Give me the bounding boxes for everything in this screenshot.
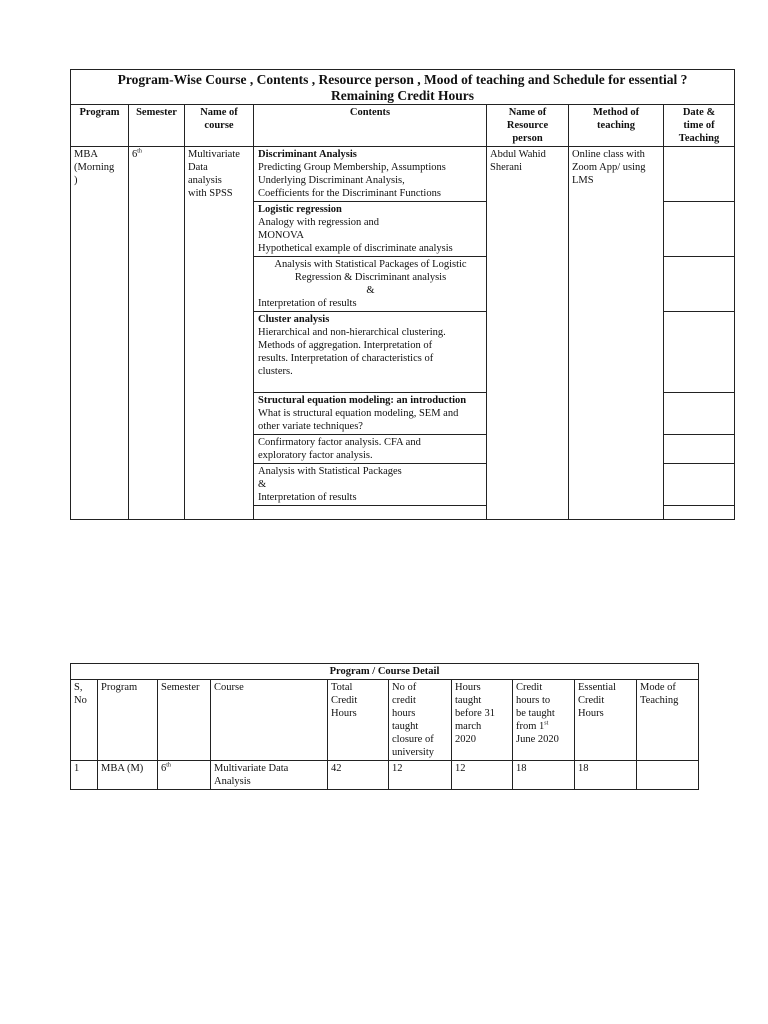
- content-cluster-analysis: Cluster analysis Hierarchical and non-hierarchical clustering. Methods of aggregation. Interpretation of results. Interpretation of characteristics of clusters.: [254, 312, 487, 393]
- header-mode-of-teaching: Mode of Teaching: [637, 680, 699, 761]
- table-row: [71, 761, 699, 790]
- header-semester: Semester: [158, 680, 211, 761]
- date-cell: [664, 464, 735, 506]
- content-empty-cell: [254, 506, 487, 520]
- header-hours-taught-before: Hours taught before 31 march 2020: [452, 680, 513, 761]
- content-statistical-packages: Analysis with Statistical Packages & Interpretation of results: [254, 464, 487, 506]
- date-cell: [664, 147, 735, 202]
- course-detail-title: Program / Course Detail: [71, 664, 699, 680]
- content-confirmatory-factor-analysis: Confirmatory factor analysis. CFA and exploratory factor analysis.: [254, 435, 487, 464]
- title-line-2: Remaining Credit Hours: [331, 88, 475, 103]
- date-cell: [664, 393, 735, 435]
- header-sno: S, No: [71, 680, 98, 761]
- header-course: Course: [211, 680, 328, 761]
- schedule-table: [70, 69, 735, 520]
- cell-hours-taught-before: 12: [452, 761, 513, 790]
- content-statistical-packages-logistic: Analysis with Statistical Packages of Logistic Regression & Discriminant analysis & Interpretation of results: [254, 257, 487, 312]
- title-line-1: Program-Wise Course , Contents , Resource person , Mood of teaching and Schedule for essential ?: [117, 72, 688, 87]
- header-row: [71, 105, 735, 147]
- header-resource: Name of Resource person: [487, 105, 569, 147]
- program-cell: MBA (Morning ): [71, 147, 129, 520]
- content-structural-equation-modeling: Structural equation modeling: an introduction What is structural equation modeling, SEM and other variate techniques?: [254, 393, 487, 435]
- schedule-title: [71, 70, 735, 105]
- cell-sno: 1: [71, 761, 98, 790]
- date-cell: [664, 312, 735, 393]
- content-discriminant-analysis: Discriminant Analysis Predicting Group Membership, Assumptions Underlying Discriminant Analysis, Coefficients for the Discriminant Functions: [254, 147, 487, 202]
- cell-semester: 6th: [158, 761, 211, 790]
- header-essential-credit-hours: Essential Credit Hours: [575, 680, 637, 761]
- header-semester: Semester: [129, 105, 185, 147]
- header-total-credit-hours: Total Credit Hours: [328, 680, 389, 761]
- header-course: Name of course: [185, 105, 254, 147]
- date-cell: [664, 506, 735, 520]
- course-detail-header-row: [71, 680, 699, 761]
- date-cell: [664, 435, 735, 464]
- course-detail-table: [70, 663, 699, 790]
- method-cell: Online class with Zoom App/ using LMS: [569, 147, 664, 520]
- cell-program: MBA (M): [98, 761, 158, 790]
- cell-credit-hours-to-be-taught: 18: [513, 761, 575, 790]
- header-program: Program: [98, 680, 158, 761]
- cell-total-credit-hours: 42: [328, 761, 389, 790]
- header-credit-hours-to-be-taught: Credit hours to be taught from 1st June 2020: [513, 680, 575, 761]
- course-cell: Multivariate Data analysis with SPSS: [185, 147, 254, 520]
- cell-mode-of-teaching: [637, 761, 699, 790]
- date-cell: [664, 202, 735, 257]
- header-contents: Contents: [254, 105, 487, 147]
- resource-person-cell: Abdul Wahid Sherani: [487, 147, 569, 520]
- cell-credit-hours-taught: 12: [389, 761, 452, 790]
- header-method: Method of teaching: [569, 105, 664, 147]
- cell-course: Multivariate Data Analysis: [211, 761, 328, 790]
- content-logistic-regression: Logistic regression Analogy with regression and MONOVA Hypothetical example of discriminate analysis: [254, 202, 487, 257]
- header-program: Program: [71, 105, 129, 147]
- header-credit-hours-taught: No of credit hours taught closure of university: [389, 680, 452, 761]
- semester-cell: 6th: [129, 147, 185, 520]
- date-cell: [664, 257, 735, 312]
- header-date: Date & time of Teaching: [664, 105, 735, 147]
- cell-essential-credit-hours: 18: [575, 761, 637, 790]
